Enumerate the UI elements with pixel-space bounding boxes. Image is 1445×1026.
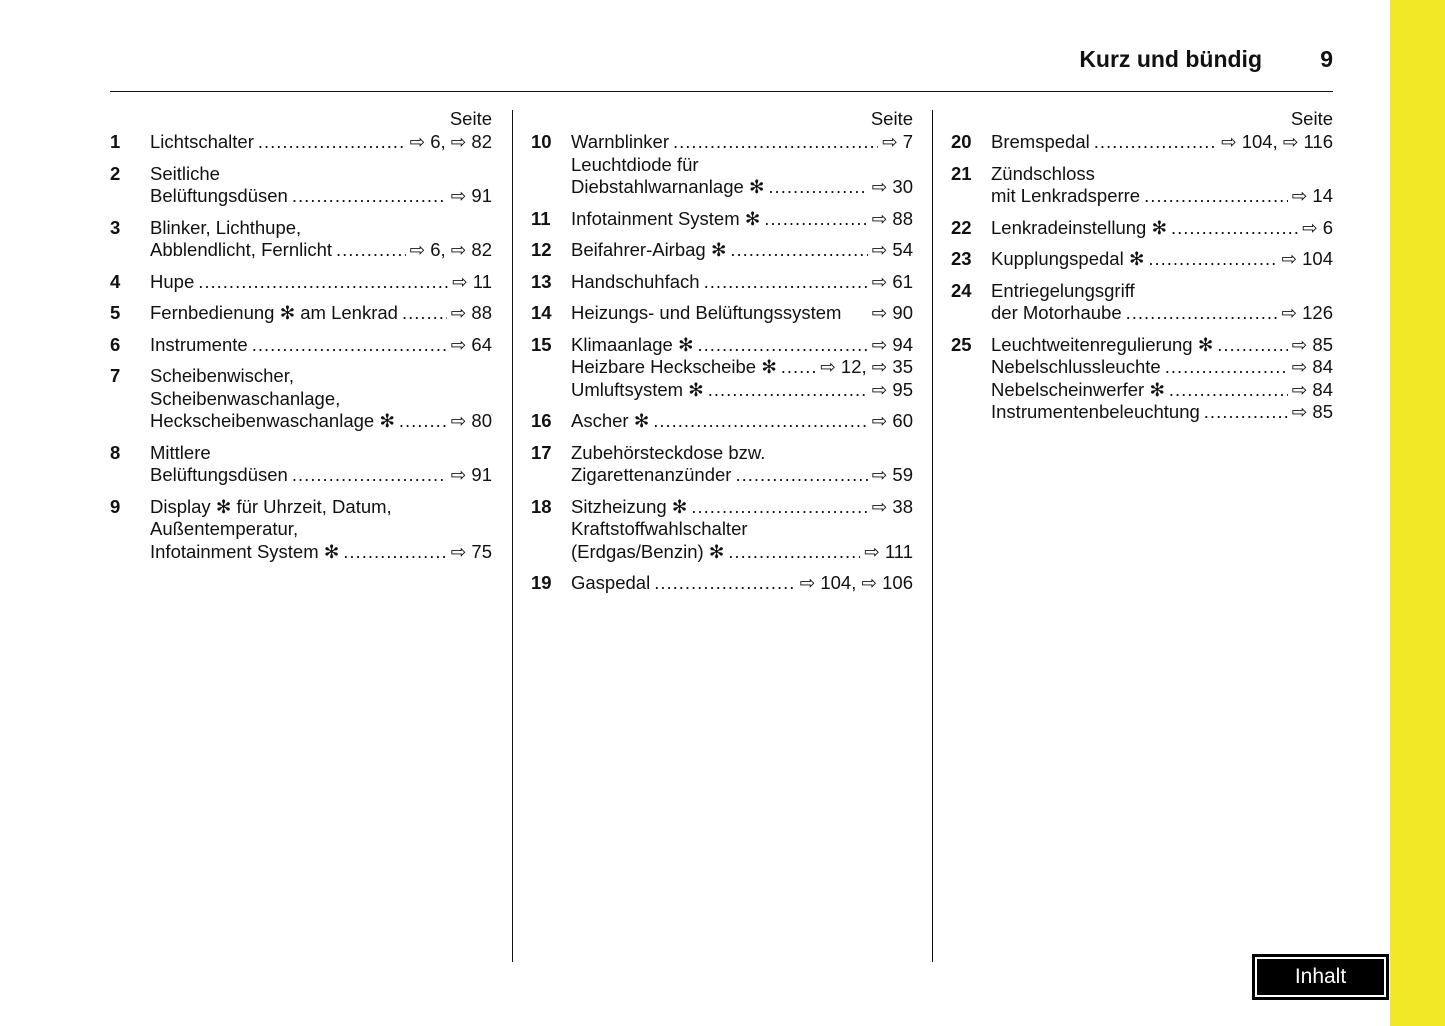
index-entry bbox=[531, 334, 913, 402]
entry-label: Scheibenwaschanlage, bbox=[150, 387, 341, 409]
entry-line bbox=[571, 271, 913, 294]
dot-leader bbox=[735, 464, 867, 487]
entry-number: 6 bbox=[110, 333, 121, 355]
entry-line bbox=[150, 442, 492, 465]
page-reference-link[interactable]: ⇨ 75 bbox=[450, 540, 492, 562]
entry-label: Gaspedal bbox=[571, 572, 651, 593]
seite-label: Seite bbox=[1290, 108, 1333, 129]
dot-leader bbox=[1171, 217, 1298, 240]
entry-number: 16 bbox=[531, 410, 552, 431]
entry-line bbox=[150, 410, 492, 433]
index-entry bbox=[531, 239, 913, 262]
header-rule bbox=[110, 91, 1333, 92]
entry-label: Kupplungspedal ✻ bbox=[991, 248, 1145, 269]
entry-label: Lichtschalter bbox=[150, 131, 254, 152]
entry-line bbox=[571, 239, 913, 262]
inhalt-button[interactable]: Inhalt bbox=[1252, 954, 1389, 1000]
entry-label: Scheibenwischer, bbox=[150, 365, 294, 386]
seite-label: Seite bbox=[449, 108, 492, 129]
dot-leader bbox=[343, 541, 447, 564]
dot-leader bbox=[292, 185, 447, 208]
entry-line bbox=[571, 131, 913, 154]
dot-leader bbox=[399, 410, 447, 433]
index-entry bbox=[951, 217, 1333, 240]
column-divider bbox=[932, 110, 933, 962]
entry-line bbox=[991, 302, 1333, 325]
dot-leader bbox=[1094, 131, 1217, 154]
page-reference-link[interactable]: ⇨ 94 bbox=[871, 333, 913, 355]
entry-line bbox=[150, 518, 492, 541]
index-entry bbox=[110, 163, 492, 208]
entry-label: (Erdgas/Benzin) ✻ bbox=[571, 540, 725, 562]
entry-line bbox=[991, 379, 1333, 402]
entry-line bbox=[150, 334, 492, 357]
entry-line bbox=[150, 302, 492, 325]
entry-label: Leuchtdiode für bbox=[571, 153, 699, 175]
entry-label: Belüftungsdüsen bbox=[150, 185, 288, 206]
entry-label: Diebstahlwarnanlage ✻ bbox=[571, 176, 765, 197]
entry-label: Nebelschlussleuchte bbox=[991, 356, 1161, 377]
entry-label: mit Lenkradsperre bbox=[991, 185, 1141, 206]
entry-label: Warnblinker bbox=[571, 131, 670, 152]
entry-label: Kraftstoffwahlschalter bbox=[571, 518, 748, 539]
entry-label: Heckscheibenwaschanlage ✻ bbox=[150, 410, 395, 431]
index-entry bbox=[531, 496, 913, 564]
index-entry bbox=[110, 365, 492, 433]
dot-leader bbox=[704, 271, 868, 294]
entry-line bbox=[150, 388, 492, 411]
dot-leader bbox=[781, 356, 817, 379]
dot-leader bbox=[1217, 334, 1288, 357]
dot-leader bbox=[258, 131, 406, 154]
entry-label: Zubehörsteckdose bzw. bbox=[571, 441, 766, 463]
entry-label: Bremspedal bbox=[991, 131, 1090, 152]
index-entry bbox=[110, 217, 492, 262]
page-reference-link[interactable]: ⇨ 85 bbox=[1291, 333, 1333, 355]
entry-line bbox=[150, 239, 492, 262]
entry-line bbox=[571, 356, 913, 379]
page-reference-link[interactable]: ⇨ 7 bbox=[882, 131, 913, 152]
dot-leader bbox=[336, 239, 406, 262]
entry-label: Zigarettenanzünder bbox=[571, 464, 732, 485]
entry-line bbox=[150, 464, 492, 487]
entry-label: Fernbedienung ✻ am Lenkrad bbox=[150, 302, 398, 323]
entry-label: Instrumente bbox=[150, 333, 248, 355]
index-entry bbox=[951, 163, 1333, 208]
entry-number: 8 bbox=[110, 441, 121, 463]
page-reference-link[interactable]: ⇨ 111 bbox=[864, 540, 913, 562]
index-entry bbox=[531, 410, 913, 433]
entry-number: 24 bbox=[951, 279, 972, 301]
entry-line bbox=[991, 131, 1333, 154]
entry-label: Sitzheizung ✻ bbox=[571, 495, 688, 517]
page-reference-link[interactable]: ⇨ 11 bbox=[452, 270, 492, 292]
dot-leader bbox=[1204, 401, 1288, 424]
entry-number: 18 bbox=[531, 495, 552, 517]
entry-number: 5 bbox=[110, 302, 121, 323]
dot-leader bbox=[292, 464, 447, 487]
entry-number: 9 bbox=[110, 495, 121, 517]
page-reference-link[interactable]: ⇨ 60 bbox=[871, 410, 913, 431]
dot-leader bbox=[198, 271, 448, 294]
entry-label: Hupe bbox=[150, 270, 195, 292]
entry-number: 11 bbox=[531, 207, 551, 229]
dot-leader bbox=[1148, 248, 1277, 271]
entry-number: 2 bbox=[110, 162, 121, 184]
entry-line bbox=[150, 496, 492, 519]
entry-label: Außentemperatur, bbox=[150, 518, 299, 539]
dot-leader bbox=[708, 379, 868, 402]
entry-number: 15 bbox=[531, 333, 552, 355]
page-reference-link[interactable]: ⇨ 12, ⇨ 35 bbox=[820, 356, 913, 377]
page-reference-link[interactable]: ⇨ 30 bbox=[871, 176, 913, 197]
page-reference-link[interactable]: ⇨ 126 bbox=[1281, 302, 1333, 323]
entry-label: Klimaanlage ✻ bbox=[571, 333, 694, 355]
entry-number: 17 bbox=[531, 441, 552, 463]
yellow-side-bar bbox=[1390, 0, 1445, 1026]
page-reference-link[interactable]: ⇨ 88 bbox=[450, 302, 492, 323]
entry-number: 3 bbox=[110, 216, 121, 238]
entry-line bbox=[571, 379, 913, 402]
page-reference-link[interactable]: ⇨ 6, ⇨ 82 bbox=[409, 131, 492, 152]
dot-leader bbox=[691, 496, 867, 519]
entry-number: 19 bbox=[531, 572, 552, 593]
entry-line bbox=[150, 131, 492, 154]
page-reference-link[interactable]: ⇨ 64 bbox=[450, 333, 492, 355]
index-entry bbox=[110, 334, 492, 357]
page-reference-link[interactable]: ⇨ 84 bbox=[1291, 378, 1333, 400]
entry-label: Ascher ✻ bbox=[571, 410, 650, 431]
entry-number: 20 bbox=[951, 131, 972, 152]
page-reference-link[interactable]: ⇨ 59 bbox=[871, 464, 913, 485]
entry-number: 14 bbox=[531, 302, 552, 323]
dot-leader bbox=[653, 410, 868, 433]
entry-number: 7 bbox=[110, 365, 121, 386]
index-entry bbox=[531, 131, 913, 199]
index-entry bbox=[951, 248, 1333, 271]
entry-number: 22 bbox=[951, 216, 972, 238]
dot-leader bbox=[697, 334, 867, 357]
entry-line bbox=[991, 248, 1333, 271]
entry-label: Lenkradeinstellung ✻ bbox=[991, 216, 1167, 238]
page-reference-link[interactable]: ⇨ 84 bbox=[1291, 356, 1333, 377]
entry-label: Leuchtweitenregulierung ✻ bbox=[991, 333, 1214, 355]
entry-label: Instrumentenbeleuchtung bbox=[991, 401, 1200, 422]
page-title: Kurz und bündig bbox=[1079, 46, 1262, 72]
entry-line bbox=[150, 365, 492, 388]
column-2 bbox=[531, 108, 913, 604]
entry-label: Infotainment System ✻ bbox=[150, 540, 340, 562]
entry-label: Beifahrer-Airbag ✻ bbox=[571, 239, 727, 260]
page-reference-link[interactable]: ⇨ 95 bbox=[871, 378, 913, 400]
entry-line bbox=[150, 541, 492, 564]
entry-line bbox=[571, 518, 913, 541]
entry-line bbox=[571, 410, 913, 433]
page-reference-link[interactable]: ⇨ 104, ⇨ 106 bbox=[799, 572, 913, 593]
index-entry bbox=[110, 271, 492, 294]
index-entry bbox=[110, 496, 492, 564]
index-entry bbox=[110, 302, 492, 325]
page-reference-link[interactable]: ⇨ 80 bbox=[450, 410, 492, 431]
page-reference-link[interactable]: ⇨ 6, ⇨ 82 bbox=[409, 239, 492, 260]
entry-line bbox=[991, 334, 1333, 357]
entry-line bbox=[150, 185, 492, 208]
entry-label: der Motorhaube bbox=[991, 302, 1122, 323]
entry-line bbox=[571, 302, 913, 325]
entry-label: Display ✻ für Uhrzeit, Datum, bbox=[150, 495, 392, 517]
page-reference-link[interactable]: ⇨ 14 bbox=[1291, 185, 1333, 206]
entry-label: Infotainment System ✻ bbox=[571, 207, 761, 229]
page-reference-link[interactable]: ⇨ 54 bbox=[871, 239, 913, 260]
page-reference-link[interactable]: ⇨ 104, ⇨ 116 bbox=[1221, 131, 1333, 152]
index-entry bbox=[951, 334, 1333, 424]
page-number: 9 bbox=[1320, 46, 1333, 72]
page-reference-link[interactable]: ⇨ 88 bbox=[871, 207, 913, 229]
entry-line bbox=[571, 541, 913, 564]
entry-label: Entriegelungsgriff bbox=[991, 279, 1135, 301]
entry-number: 4 bbox=[110, 270, 121, 292]
page-reference-link[interactable]: ⇨ 85 bbox=[1291, 401, 1333, 422]
entry-line bbox=[571, 496, 913, 519]
entry-number: 13 bbox=[531, 270, 552, 292]
entry-label: Umluftsystem ✻ bbox=[571, 378, 704, 400]
entry-line bbox=[571, 334, 913, 357]
page-reference-link[interactable]: ⇨ 104 bbox=[1281, 248, 1333, 269]
index-entry bbox=[531, 271, 913, 294]
entry-number: 25 bbox=[951, 333, 972, 355]
seite-label: Seite bbox=[870, 108, 913, 129]
column-1 bbox=[110, 108, 492, 572]
entry-line bbox=[571, 176, 913, 199]
dot-leader bbox=[728, 541, 860, 564]
entry-label: Seitliche bbox=[150, 162, 220, 184]
dot-leader bbox=[402, 302, 447, 325]
entry-line bbox=[571, 442, 913, 465]
entry-number: 23 bbox=[951, 248, 972, 269]
entry-line bbox=[991, 401, 1333, 424]
page-reference-link[interactable]: ⇨ 6 bbox=[1302, 216, 1333, 238]
dot-leader bbox=[252, 334, 447, 357]
entry-label: Zündschloss bbox=[991, 162, 1095, 184]
entry-label: Heizbare Heckscheibe ✻ bbox=[571, 356, 777, 377]
entry-line bbox=[150, 217, 492, 240]
page-reference-link[interactable]: ⇨ 91 bbox=[450, 185, 492, 206]
entry-line bbox=[571, 154, 913, 177]
entry-line bbox=[991, 217, 1333, 240]
entry-number: 21 bbox=[951, 162, 972, 184]
dot-leader bbox=[673, 131, 878, 154]
dot-leader bbox=[1144, 185, 1288, 208]
entry-number: 1 bbox=[110, 131, 121, 152]
entry-label: Belüftungsdüsen bbox=[150, 464, 288, 485]
entry-line bbox=[150, 271, 492, 294]
entry-label: Abblendlicht, Fernlicht bbox=[150, 239, 333, 260]
entry-line bbox=[150, 163, 492, 186]
entry-number: 12 bbox=[531, 239, 552, 260]
entry-line bbox=[571, 572, 913, 595]
entry-label: Mittlere bbox=[150, 441, 211, 463]
entry-number: 10 bbox=[531, 131, 552, 152]
page-reference-link[interactable]: ⇨ 90 bbox=[871, 302, 913, 323]
entry-line bbox=[571, 464, 913, 487]
column-3 bbox=[951, 108, 1333, 433]
dot-leader bbox=[1165, 356, 1288, 379]
page-reference-link[interactable]: ⇨ 38 bbox=[871, 495, 913, 517]
index-entry bbox=[531, 208, 913, 231]
index-entry bbox=[951, 131, 1333, 154]
page-reference-link[interactable]: ⇨ 91 bbox=[450, 464, 492, 485]
dot-leader bbox=[730, 239, 867, 262]
entry-label: Nebelscheinwerfer ✻ bbox=[991, 378, 1165, 400]
entry-label: Handschuhfach bbox=[571, 270, 700, 292]
index-entry bbox=[531, 442, 913, 487]
index-entry bbox=[531, 572, 913, 595]
entry-label: Blinker, Lichthupe, bbox=[150, 216, 302, 238]
page-reference-link[interactable]: ⇨ 61 bbox=[871, 270, 913, 292]
entry-line bbox=[991, 185, 1333, 208]
column-divider bbox=[512, 110, 513, 962]
index-entry bbox=[951, 280, 1333, 325]
entry-label: Heizungs- und Belüftungssystem bbox=[571, 302, 842, 323]
entry-line bbox=[571, 208, 913, 231]
dot-leader bbox=[764, 208, 868, 231]
entry-line bbox=[991, 163, 1333, 186]
entry-line bbox=[991, 356, 1333, 379]
dot-leader bbox=[1126, 302, 1278, 325]
entry-line bbox=[991, 280, 1333, 303]
index-entry bbox=[531, 302, 913, 325]
dot-leader bbox=[768, 176, 867, 199]
dot-leader bbox=[654, 572, 796, 595]
index-entry bbox=[110, 131, 492, 154]
dot-leader bbox=[1169, 379, 1288, 402]
index-entry bbox=[110, 442, 492, 487]
